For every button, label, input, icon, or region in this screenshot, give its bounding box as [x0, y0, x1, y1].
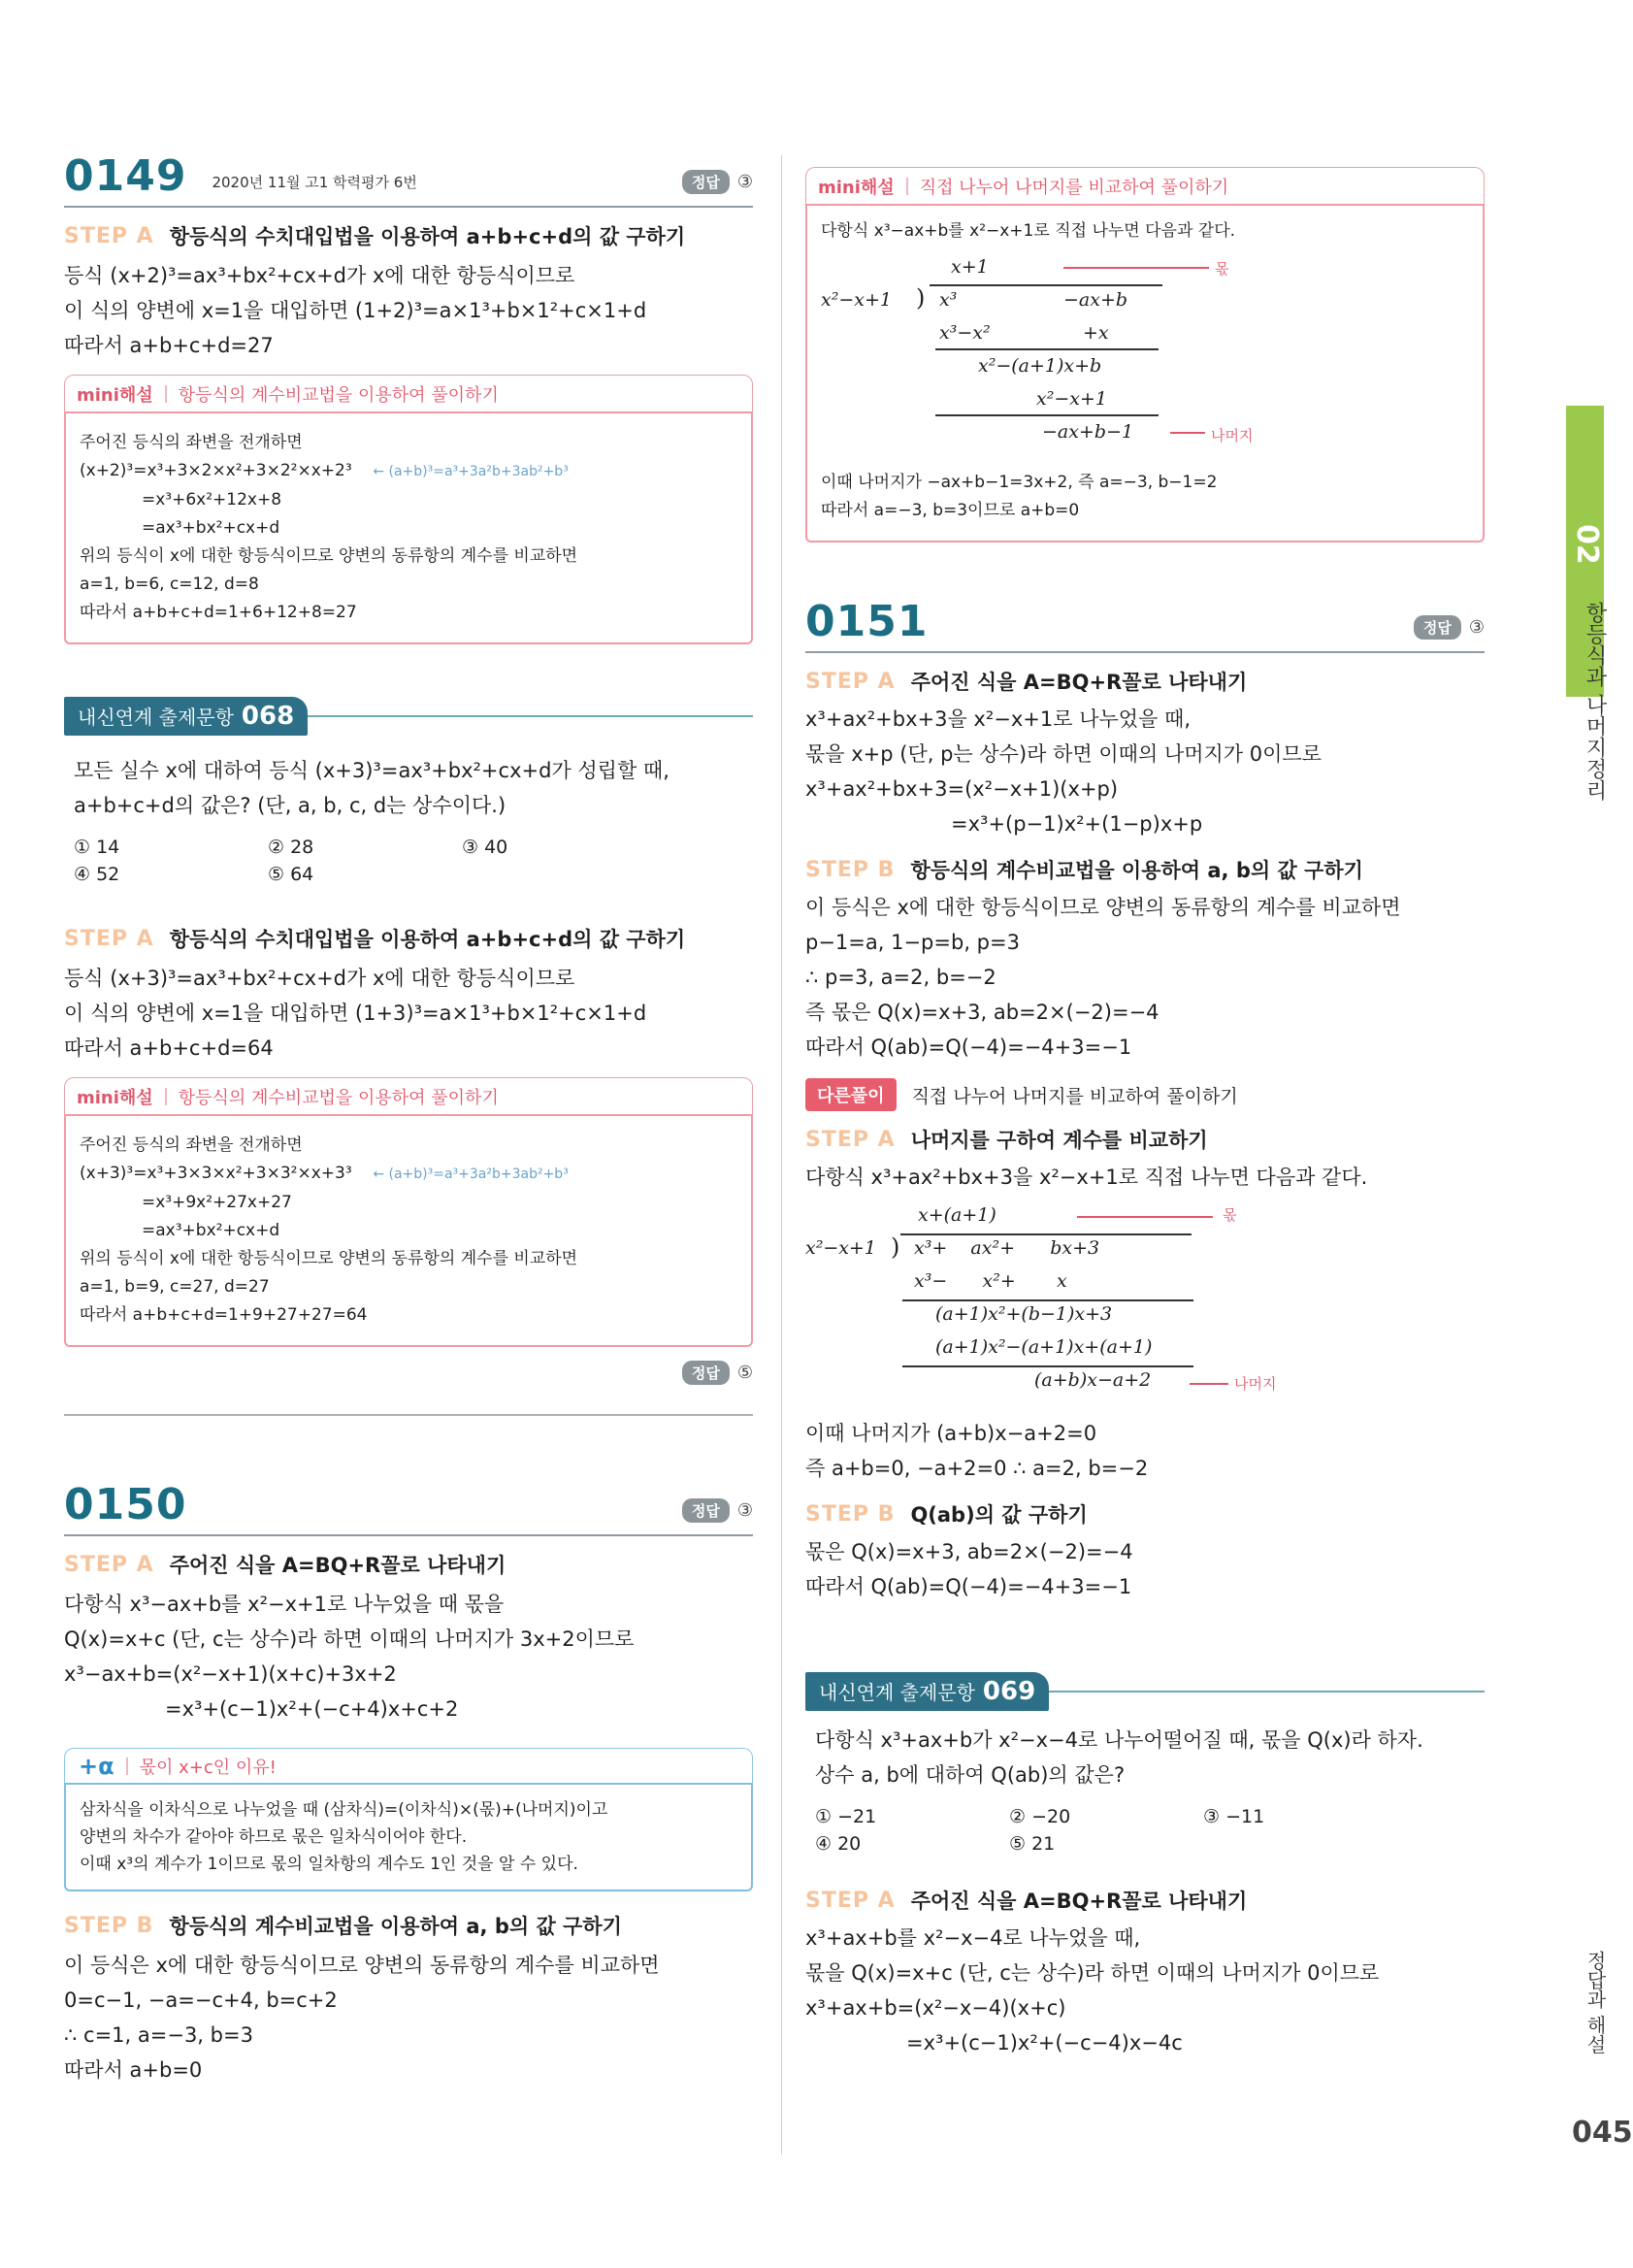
- step-label: STEP A: [64, 1552, 154, 1577]
- solution-line: 따라서 Q(ab)=Q(−4)=−4+3=−1: [805, 1035, 1132, 1059]
- solution-line: x³+ax+b=(x²−x−4)(x+c): [805, 1996, 1066, 2020]
- linked-problem-number: 068: [241, 702, 295, 731]
- plus-header: [64, 1748, 753, 1783]
- solution-line: 따라서 a+b=0: [64, 2058, 203, 2082]
- plus-separator: [126, 1758, 128, 1775]
- mini-title: 항등식의 계수비교법을 이용하여 풀이하기: [178, 1087, 499, 1108]
- solution-line: 이 식의 양변에 x=1을 대입하면 (1+2)³=a×1³+b×1²+c×1+d: [64, 299, 647, 322]
- mini-solution-box: [64, 1077, 753, 1347]
- long-division: [821, 251, 1469, 494]
- question-line: 다항식 x³+ax+b가 x²−x−4로 나누어떨어질 때, 몫을 Q(x)라 하자.: [815, 1728, 1423, 1752]
- mini-line: 다항식 x³−ax+b를 x²−x+1로 직접 나누면 다음과 같다.: [821, 221, 1236, 241]
- solution-lines: [805, 1416, 1485, 1486]
- division-remainder: (a+b)x−a+2: [1034, 1369, 1152, 1391]
- linked-problem-badge: 내신연계 출제문항 069: [805, 1672, 1049, 1711]
- plus-line: 양변의 차수가 같아야 하므로 몫은 일차식이어야 한다.: [80, 1827, 468, 1847]
- solution-line: 다항식 x³+ax²+bx+3을 x²−x+1로 직접 나누면 다음과 같다.: [805, 1166, 1368, 1189]
- solution-lines: [805, 1921, 1485, 2060]
- choice[interactable]: ② −20: [1009, 1806, 1071, 1827]
- answer-badge: 정답: [682, 170, 730, 194]
- division-rule: [935, 414, 1159, 416]
- step-label: STEP B: [805, 1501, 896, 1527]
- arrow-line: [1170, 432, 1205, 434]
- arrow-line: [1190, 1383, 1228, 1385]
- linked-problem-header: [64, 697, 753, 736]
- division-divisor: x²−x+1: [821, 289, 892, 311]
- solution-line: x³−ax+b=(x²−x+1)(x+c)+3x+2: [64, 1662, 397, 1686]
- division-dividend: −ax+b: [1063, 289, 1128, 311]
- chapter-title: 항등식과 나머지정리: [1583, 602, 1607, 801]
- division-step: x²−x+1: [1036, 388, 1107, 410]
- question-text: [805, 1711, 1485, 1800]
- division-step: x³− x²+ x: [914, 1270, 1067, 1292]
- arrow-line: [1077, 1216, 1213, 1218]
- solution-lines: [805, 702, 1485, 841]
- section-label: 정답과 해설: [1584, 1951, 1607, 2054]
- step-label: STEP B: [805, 857, 896, 882]
- division-dividend: x³: [939, 289, 958, 311]
- plus-line: 이때 x³의 계수가 1이므로 몫의 일차항의 계수도 1인 것을 알 수 있다.: [80, 1855, 578, 1874]
- answer-choices: [805, 1800, 1485, 1860]
- step-a: [64, 924, 753, 953]
- chapter-number: 02: [1570, 524, 1604, 565]
- formula-note: ← (a+b)³=a³+3a²b+3ab²+b³: [373, 1167, 569, 1182]
- problem-source: 2020년 11월 고1 학력평가 6번: [212, 174, 417, 191]
- question-text: [64, 736, 753, 831]
- mini-tag: mini해설: [77, 384, 153, 406]
- division-quotient: x+(a+1): [918, 1204, 996, 1226]
- division-step: (a+1)x²−(a+1)x+(a+1): [935, 1336, 1153, 1358]
- division-step: x³−x²: [939, 322, 991, 344]
- mini-line: =ax³+bx²+cx+d: [142, 518, 280, 538]
- step-a: [64, 221, 753, 250]
- header-rule: [308, 715, 753, 717]
- alternative-title: 직접 나누어 나머지를 비교하여 풀이하기: [911, 1085, 1238, 1107]
- division-bracket: ): [891, 1233, 900, 1261]
- answer-tag: [682, 1498, 753, 1523]
- choice[interactable]: ③ −11: [1203, 1806, 1265, 1827]
- mini-line: =ax³+bx²+cx+d: [142, 1221, 280, 1240]
- solution-line: 등식 (x+2)³=ax³+bx²+cx+d가 x에 대한 항등식이므로: [64, 264, 575, 287]
- solution-line: x³+ax+b를 x²−x−4로 나누었을 때,: [805, 1926, 1141, 1950]
- linked-problem-badge: 내신연계 출제문항 068: [64, 697, 308, 736]
- step-label: STEP A: [64, 223, 154, 248]
- step-a: [805, 1125, 1485, 1154]
- mini-separator: [165, 385, 167, 403]
- solution-line: 0=c−1, −a=−c+4, b=c+2: [64, 1989, 338, 2012]
- mini-line: 따라서 a+b+c+d=1+6+12+8=27: [80, 603, 357, 622]
- arrow-label-quotient: 몫: [1223, 1206, 1237, 1224]
- step-title: 주어진 식을 A=BQ+R꼴로 나타내기: [910, 671, 1248, 694]
- step-b: [805, 855, 1485, 884]
- answer-tag: [1414, 615, 1485, 640]
- answer-tag: [682, 170, 753, 194]
- solution-line: 즉 a+b=0, −a+2=0 ∴ a=2, b=−2: [805, 1457, 1149, 1480]
- question-line: 상수 a, b에 대하여 Q(ab)의 값은?: [815, 1763, 1126, 1787]
- plus-body: [64, 1783, 753, 1891]
- problem-number: 0150: [64, 1480, 187, 1529]
- solution-lines: [64, 1948, 753, 2087]
- solution-line: 몫을 Q(x)=x+c (단, c는 상수)라 하면 이때의 나머지가 0이므로: [805, 1961, 1380, 1985]
- mini-line: 따라서 a+b+c+d=1+9+27+27=64: [80, 1305, 368, 1325]
- question-line: a+b+c+d의 값은? (단, a, b, c, d는 상수이다.): [74, 794, 506, 817]
- mini-tag: mini해설: [77, 1087, 153, 1108]
- choice[interactable]: ① −21: [815, 1806, 877, 1827]
- solution-line: x³+ax²+bx+3=(x²−x+1)(x+p): [805, 777, 1119, 801]
- step-label: STEP B: [64, 1913, 154, 1938]
- step-title: 항등식의 수치대입법을 이용하여 a+b+c+d의 값 구하기: [169, 225, 686, 248]
- right-column: [805, 155, 1485, 2060]
- answer-badge: 정답: [682, 1498, 730, 1523]
- problem-0150-header: [64, 1480, 753, 1536]
- problem-0149-header: [64, 151, 753, 208]
- page-number: 045: [1572, 2116, 1633, 2150]
- arrow-line: [1063, 267, 1209, 269]
- solution-line: 이 식의 양변에 x=1을 대입하면 (1+3)³=a×1³+b×1²+c×1+d: [64, 1002, 647, 1025]
- division-bracket: ): [916, 284, 926, 312]
- division-remainder: −ax+b−1: [1042, 421, 1134, 443]
- arrow-label-quotient: 몫: [1215, 260, 1229, 278]
- step-b: [805, 1499, 1485, 1528]
- solution-line: p−1=a, 1−p=b, p=3: [805, 931, 1020, 954]
- problem-number: 0149: [64, 151, 187, 201]
- step-title: 항등식의 수치대입법을 이용하여 a+b+c+d의 값 구하기: [169, 928, 686, 951]
- solution-line: =x³+(c−1)x²+(−c+4)x+c+2: [165, 1697, 459, 1721]
- step-title: 주어진 식을 A=BQ+R꼴로 나타내기: [910, 1890, 1248, 1913]
- step-label: STEP A: [805, 1127, 896, 1152]
- mini-solution-box: [64, 375, 753, 644]
- mini-solution-box: [805, 167, 1485, 542]
- solution-line: 따라서 a+b+c+d=64: [64, 1036, 274, 1060]
- solution-lines: [805, 1534, 1485, 1604]
- plus-title: 몫이 x+c인 이유!: [139, 1757, 277, 1778]
- alternative-badge: 다른풀이: [805, 1078, 897, 1111]
- solution-line: 몫을 x+p (단, p는 상수)라 하면 이때의 나머지가 0이므로: [805, 742, 1322, 766]
- solution-line: =x³+(p−1)x²+(1−p)x+p: [951, 812, 1203, 836]
- choice[interactable]: ① 14: [74, 837, 120, 858]
- mini-title: 항등식의 계수비교법을 이용하여 풀이하기: [178, 384, 499, 406]
- choice[interactable]: ③ 40: [462, 837, 508, 858]
- choice[interactable]: ④ 52: [74, 864, 120, 885]
- division-step: x²−(a+1)x+b: [978, 355, 1102, 377]
- problem-number: 0151: [805, 597, 929, 646]
- answer-badge: 정답: [682, 1361, 730, 1385]
- solution-lines: [805, 890, 1485, 1065]
- division-rule: [902, 1299, 1193, 1301]
- solution-lines: [64, 961, 753, 1066]
- mini-line: (x+3)³=x³+3×3×x²+3×3²×x+3³ ← (a+b)³=a³+3a²b+3ab²+b³: [80, 1164, 569, 1183]
- plus-alpha-tag: +α: [79, 1752, 114, 1780]
- answer-tag: [682, 1361, 753, 1385]
- step-title: Q(ab)의 값 구하기: [910, 1503, 1088, 1527]
- solution-line: ∴ p=3, a=2, b=−2: [805, 966, 996, 989]
- mini-tag: mini해설: [818, 177, 895, 198]
- solution-line: 다항식 x³−ax+b를 x²−x+1로 나누었을 때 몫을: [64, 1593, 505, 1616]
- solution-line: 등식 (x+3)³=ax³+bx²+cx+d가 x에 대한 항등식이므로: [64, 967, 575, 990]
- mini-header: [805, 167, 1485, 204]
- division-divisor: x²−x+1: [805, 1237, 876, 1259]
- step-a: [805, 667, 1485, 696]
- answer-value: ③: [1468, 617, 1485, 638]
- step-label: STEP A: [805, 1888, 896, 1913]
- solution-line: 따라서 Q(ab)=Q(−4)=−4+3=−1: [805, 1575, 1132, 1598]
- division-dividend: x³+ ax²+ bx+3: [914, 1237, 1100, 1259]
- division-quotient: x+1: [951, 256, 989, 278]
- step-label: STEP A: [64, 926, 154, 951]
- plus-line: 삼차식을 이차식으로 나누었을 때 (삼차식)=(이차식)×(몫)+(나머지)이고: [80, 1800, 608, 1820]
- answer-value: ③: [736, 1500, 753, 1521]
- mini-line: 따라서 a=−3, b=3이므로 a+b=0: [821, 501, 1080, 520]
- answer-badge: 정답: [1414, 615, 1461, 640]
- mini-line: 이때 나머지가 −ax+b−1=3x+2, 즉 a=−3, b−1=2: [821, 473, 1218, 492]
- solution-line: x³+ax²+bx+3을 x²−x+1로 나누었을 때,: [805, 707, 1191, 731]
- question-line: 모든 실수 x에 대하여 등식 (x+3)³=ax³+bx²+cx+d가 성립할 때,: [74, 759, 670, 782]
- solution-line: 몫은 Q(x)=x+3, ab=2×(−2)=−4: [805, 1540, 1133, 1563]
- solution-line: 따라서 a+b+c+d=27: [64, 334, 274, 357]
- choice[interactable]: ⑤ 64: [268, 864, 314, 885]
- formula-note: ← (a+b)³=a³+3a²b+3ab²+b³: [373, 464, 569, 479]
- mini-separator: [906, 178, 908, 195]
- solution-line: Q(x)=x+c (단, c는 상수)라 하면 이때의 나머지가 3x+2이므로: [64, 1627, 635, 1651]
- linked-problem-header: [805, 1672, 1485, 1711]
- choice[interactable]: ② 28: [268, 837, 314, 858]
- mini-body: [64, 1114, 753, 1347]
- solution-line: 이 등식은 x에 대한 항등식이므로 양변의 동류항의 계수를 비교하면: [64, 1954, 660, 1977]
- header-rule: [1049, 1691, 1485, 1693]
- step-a: [64, 1550, 753, 1579]
- answer-value: ⑤: [736, 1363, 753, 1383]
- mini-line: 주어진 등식의 좌변을 전개하면: [80, 1135, 303, 1155]
- step-title: 나머지를 구하여 계수를 비교하기: [910, 1129, 1208, 1152]
- long-division: [805, 1200, 1485, 1404]
- division-rule: [935, 348, 1159, 350]
- problem-0151-header: [805, 597, 1485, 653]
- mini-line: a=1, b=6, c=12, d=8: [80, 575, 259, 594]
- mini-body: [805, 204, 1485, 542]
- mini-line: (x+2)³=x³+3×2×x²+3×2²×x+2³ ← (a+b)³=a³+3a²b+3ab²+b³: [80, 461, 569, 480]
- mini-separator: [165, 1088, 167, 1105]
- choice[interactable]: ④ 20: [815, 1833, 862, 1855]
- solution-line: 즉 몫은 Q(x)=x+3, ab=2×(−2)=−4: [805, 1001, 1159, 1024]
- arrow-label-remainder: 나머지: [1234, 1375, 1277, 1393]
- step-label: STEP A: [805, 669, 896, 694]
- solution-lines: [64, 258, 753, 363]
- division-step: (a+1)x²+(b−1)x+3: [935, 1303, 1113, 1325]
- step-title: 주어진 식을 A=BQ+R꼴로 나타내기: [169, 1554, 506, 1577]
- division-step: +x: [1083, 322, 1109, 344]
- division-rule: [902, 1365, 1193, 1367]
- column-divider: [781, 155, 782, 2154]
- linked-answer-row: [64, 1361, 753, 1416]
- solution-line: =x³+(c−1)x²+(−c−4)x−4c: [906, 2031, 1183, 2054]
- solution-line: 이때 나머지가 (a+b)x−a+2=0: [805, 1422, 1097, 1445]
- solution-line: ∴ c=1, a=−3, b=3: [64, 2023, 253, 2047]
- arrow-label-remainder: 나머지: [1211, 427, 1254, 444]
- solution-line: 이 등식은 x에 대한 항등식이므로 양변의 동류항의 계수를 비교하면: [805, 896, 1401, 919]
- left-column: [64, 151, 753, 2087]
- alternative-solution-header: [805, 1078, 1485, 1111]
- division-bar: [900, 1233, 1192, 1235]
- mini-body: [64, 411, 753, 644]
- linked-problem-number: 069: [982, 1677, 1036, 1706]
- answer-choices: [64, 831, 753, 891]
- step-a: [805, 1886, 1485, 1915]
- plus-alpha-box: [64, 1748, 753, 1891]
- mini-line: =x³+9x²+27x+27: [142, 1193, 292, 1212]
- mini-line: =x³+6x²+12x+8: [142, 490, 282, 509]
- answer-value: ③: [736, 172, 753, 192]
- step-title: 항등식의 계수비교법을 이용하여 a, b의 값 구하기: [910, 859, 1363, 882]
- mini-line: 위의 등식이 x에 대한 항등식이므로 양변의 동류항의 계수를 비교하면: [80, 1249, 578, 1268]
- mini-line: 주어진 등식의 좌변을 전개하면: [80, 433, 303, 452]
- mini-title: 직접 나누어 나머지를 비교하여 풀이하기: [919, 177, 1229, 198]
- choice[interactable]: ⑤ 21: [1009, 1833, 1056, 1855]
- mini-line: a=1, b=9, c=27, d=27: [80, 1277, 270, 1297]
- step-b: [64, 1911, 753, 1940]
- mini-line: 위의 등식이 x에 대한 항등식이므로 양변의 동류항의 계수를 비교하면: [80, 546, 578, 566]
- mini-header: [64, 375, 753, 411]
- step-title: 항등식의 계수비교법을 이용하여 a, b의 값 구하기: [169, 1915, 622, 1938]
- solution-lines: [64, 1587, 753, 1726]
- mini-header: [64, 1077, 753, 1114]
